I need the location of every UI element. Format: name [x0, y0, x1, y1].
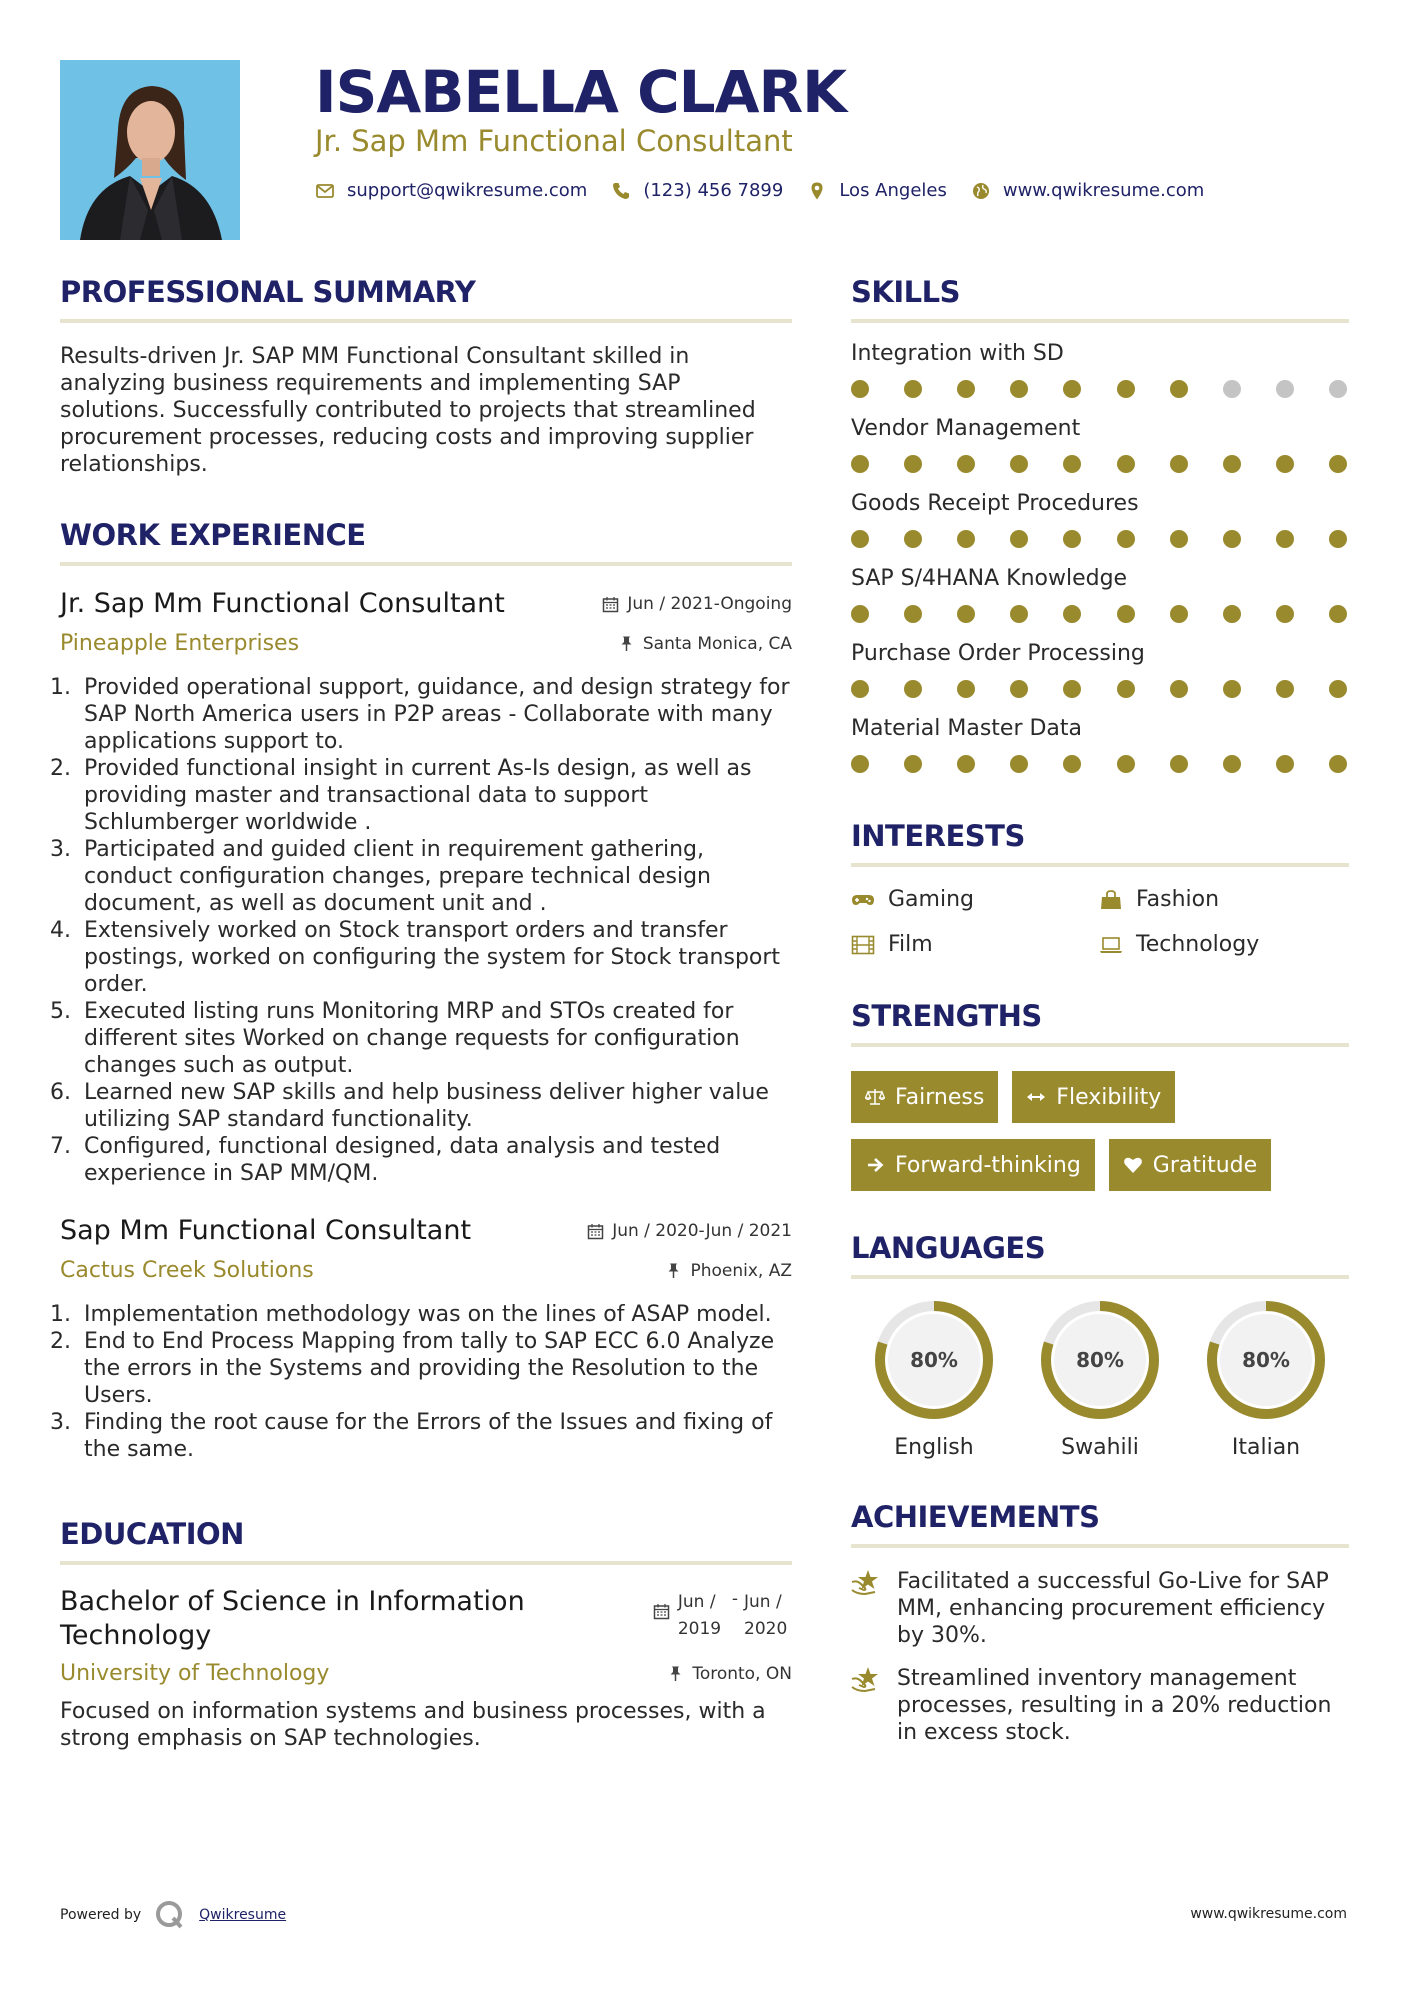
interest-label: Fashion	[1136, 887, 1220, 912]
skill-rating	[851, 455, 1349, 473]
rating-dot-filled	[1170, 380, 1188, 398]
strength-tag	[851, 1139, 1095, 1191]
rating-dot-filled	[1010, 380, 1028, 398]
email-text: support@qwikresume.com	[347, 180, 588, 201]
strength-label: Gratitude	[1152, 1152, 1258, 1178]
languages-list	[851, 1299, 1349, 1460]
pushpin-icon	[618, 635, 635, 652]
rating-dot-filled	[1276, 455, 1294, 473]
list-item: 3. Finding the root cause for the Errors of the Issues and fixing of the same.	[78, 1409, 792, 1463]
achievements-section	[851, 1500, 1349, 1746]
strengths-heading: STRENGTHS	[851, 999, 1349, 1047]
rating-dot-filled	[1276, 680, 1294, 698]
skill-rating	[851, 380, 1349, 398]
skills-heading: SKILLS	[851, 275, 1349, 323]
summary-section	[60, 275, 792, 478]
website-text: www.qwikresume.com	[1002, 180, 1205, 201]
skill-rating	[851, 680, 1349, 698]
achievement-text: Streamlined inventory management processes, resulting in a 20% reduction in excess stock.	[897, 1666, 1332, 1745]
contact-phone[interactable]	[611, 180, 783, 201]
qwikresume-logo-icon	[155, 1900, 185, 1930]
contact-website[interactable]	[971, 180, 1204, 201]
job-bullets	[60, 1301, 792, 1463]
bag-icon	[1099, 890, 1123, 910]
rating-dot-filled	[957, 455, 975, 473]
rating-dot-filled	[1170, 605, 1188, 623]
job-title: Jr. Sap Mm Functional Consultant	[60, 588, 505, 619]
laptop-icon	[1099, 935, 1123, 955]
job-location	[618, 634, 792, 654]
language-percent: 80%	[1242, 1348, 1290, 1372]
skill-item	[851, 716, 1349, 773]
rating-dot-filled	[957, 530, 975, 548]
envelope-icon	[315, 181, 335, 201]
language-ring	[1039, 1299, 1161, 1421]
strength-label: Flexibility	[1056, 1084, 1162, 1110]
rating-dot-filled	[1223, 755, 1241, 773]
footer-powered-by	[60, 1900, 286, 1930]
rating-dot-filled	[1117, 755, 1135, 773]
rating-dot-filled	[1117, 680, 1135, 698]
candidate-name: ISABELLA CLARK	[315, 58, 847, 126]
rating-dot-filled	[904, 755, 922, 773]
list-item: 5. Executed listing runs Monitoring MRP and STOs created for different sites Worked on change requests for configuration changes such as output.	[78, 998, 792, 1079]
education-description: Focused on information systems and business processes, with a strong emphasis on SAP technologies.	[60, 1699, 766, 1751]
right-column	[851, 275, 1349, 1746]
rating-dot-filled	[1117, 605, 1135, 623]
job-entry	[60, 1215, 792, 1463]
education-location-text: Toronto, ON	[692, 1663, 792, 1684]
contact-email[interactable]	[315, 180, 587, 201]
globe-icon	[971, 181, 991, 201]
skill-rating	[851, 755, 1349, 773]
list-item: 6. Learned new SAP skills and help business deliver higher value utilizing SAP standard functionality.	[78, 1079, 792, 1133]
strength-label: Forward-thinking	[895, 1152, 1081, 1178]
gamepad-icon	[851, 890, 875, 910]
rating-dot-filled	[1276, 605, 1294, 623]
arrow-right-icon	[865, 1155, 885, 1175]
rating-dot-filled	[851, 455, 869, 473]
rating-dot-filled	[1329, 530, 1347, 548]
location-text: Los Angeles	[839, 180, 947, 201]
rating-dot-filled	[1063, 605, 1081, 623]
strength-label: Fairness	[895, 1084, 985, 1110]
language-percent: 80%	[910, 1348, 958, 1372]
list-item: 7. Configured, functional designed, data analysis and tested experience in SAP MM/QM.	[78, 1133, 792, 1187]
rating-dot-filled	[851, 680, 869, 698]
list-item: 4. Extensively worked on Stock transport orders and transfer postings, worked on configuring the system for Stock transport order.	[78, 917, 792, 998]
calendar-icon	[587, 1223, 604, 1240]
list-item: 1. Provided operational support, guidance, and design strategy for SAP North America users in P2P areas - Collaborate with many applications support to.	[78, 674, 792, 755]
experience-heading: WORK EXPERIENCE	[60, 518, 792, 566]
rating-dot-filled	[1063, 530, 1081, 548]
language-item	[1183, 1299, 1349, 1460]
skill-name: Goods Receipt Procedures	[851, 491, 1139, 516]
rating-dot-filled	[904, 680, 922, 698]
rating-dot-filled	[1276, 530, 1294, 548]
star-hand-icon	[851, 1568, 883, 1596]
interests-heading: INTERESTS	[851, 819, 1349, 867]
rating-dot-filled	[1170, 455, 1188, 473]
arrows-h-icon	[1026, 1087, 1046, 1107]
skill-name: SAP S/4HANA Knowledge	[851, 566, 1128, 591]
rating-dot-filled	[1223, 605, 1241, 623]
language-item	[1017, 1299, 1183, 1460]
education-section	[60, 1517, 792, 1752]
rating-dot-filled	[957, 755, 975, 773]
rating-dot-filled	[1010, 755, 1028, 773]
skills-section	[851, 275, 1349, 773]
skill-item	[851, 416, 1349, 473]
interest-item	[1099, 887, 1347, 912]
experience-section	[60, 518, 792, 1463]
qwikresume-link[interactable]: Qwikresume	[199, 1907, 287, 1923]
job-location-text: Phoenix, AZ	[690, 1260, 792, 1281]
rating-dot-filled	[1063, 755, 1081, 773]
rating-dot-filled	[1329, 680, 1347, 698]
profile-photo	[60, 60, 240, 240]
job-date-text: Jun / 2021-Ongoing	[627, 594, 792, 614]
education-location	[667, 1664, 792, 1684]
interest-item	[1099, 932, 1347, 957]
rating-dot-filled	[1010, 605, 1028, 623]
skill-name: Integration with SD	[851, 341, 1064, 366]
phone-text: (123) 456 7899	[643, 180, 784, 201]
rating-dot-filled	[1117, 455, 1135, 473]
strength-tag	[1012, 1071, 1175, 1123]
rating-dot-filled	[904, 605, 922, 623]
rating-dot-filled	[1223, 680, 1241, 698]
rating-dot-filled	[1170, 680, 1188, 698]
education-date: Jun / 2019 - Jun / 2020	[653, 1589, 792, 1643]
rating-dot-filled	[957, 605, 975, 623]
contact-bar	[315, 180, 1228, 201]
achievement-text: Facilitated a successful Go-Live for SAP MM, enhancing procurement efficiency by 30%.	[897, 1569, 1329, 1648]
skill-item	[851, 491, 1349, 548]
skill-rating	[851, 530, 1349, 548]
heart-icon	[1123, 1155, 1143, 1175]
skill-rating	[851, 605, 1349, 623]
education-date-end: Jun / 2020	[744, 1592, 788, 1639]
interest-label: Film	[888, 932, 933, 957]
language-ring	[1205, 1299, 1327, 1421]
rating-dot-filled	[1170, 530, 1188, 548]
phone-icon	[611, 181, 631, 201]
rating-dot-filled	[1063, 455, 1081, 473]
rating-dot-empty	[1276, 380, 1294, 398]
rating-dot-filled	[957, 680, 975, 698]
interest-label: Gaming	[888, 887, 974, 912]
interest-item	[851, 932, 1099, 957]
job-date	[587, 1221, 792, 1241]
star-hand-icon	[851, 1665, 883, 1693]
rating-dot-filled	[904, 530, 922, 548]
rating-dot-filled	[1276, 755, 1294, 773]
job-bullets	[60, 674, 792, 1187]
skills-list	[851, 341, 1349, 773]
rating-dot-empty	[1329, 380, 1347, 398]
strength-tag	[851, 1071, 998, 1123]
job-date-text: Jun / 2020-Jun / 2021	[612, 1221, 792, 1241]
school-name: University of Technology	[60, 1661, 330, 1686]
job-date	[602, 594, 792, 614]
rating-dot-filled	[851, 380, 869, 398]
language-ring	[873, 1299, 995, 1421]
degree-title: Bachelor of Science in Information Technology	[60, 1586, 525, 1651]
rating-dot-filled	[1010, 455, 1028, 473]
rating-dot-filled	[1063, 680, 1081, 698]
achievement-item	[851, 1568, 1349, 1649]
language-name: English	[894, 1435, 974, 1460]
skill-item	[851, 341, 1349, 398]
footer-website[interactable]: www.qwikresume.com	[1190, 1906, 1347, 1922]
rating-dot-filled	[1170, 755, 1188, 773]
rating-dot-filled	[1117, 380, 1135, 398]
rating-dot-filled	[1117, 530, 1135, 548]
interests-section	[851, 819, 1349, 957]
rating-dot-filled	[851, 755, 869, 773]
interest-label: Technology	[1136, 932, 1260, 957]
list-item: 1. Implementation methodology was on the lines of ASAP model.	[78, 1301, 792, 1328]
list-item: 2. End to End Process Mapping from tally to SAP ECC 6.0 Analyze the errors in the Systems and providing the Resolution to the Users.	[78, 1328, 792, 1409]
map-pin-icon	[807, 181, 827, 201]
rating-dot-filled	[1329, 605, 1347, 623]
language-name: Swahili	[1061, 1435, 1139, 1460]
rating-dot-filled	[1329, 755, 1347, 773]
education-heading: EDUCATION	[60, 1517, 792, 1565]
list-item: 3. Participated and guided client in requirement gathering, conduct configuration changes, prepare technical design document, as well as document unit and .	[78, 836, 792, 917]
skill-item	[851, 641, 1349, 698]
calendar-icon	[602, 596, 619, 613]
rating-dot-filled	[1010, 680, 1028, 698]
rating-dot-filled	[904, 380, 922, 398]
language-percent: 80%	[1076, 1348, 1124, 1372]
powered-by-text: Powered by	[60, 1907, 142, 1923]
languages-heading: LANGUAGES	[851, 1231, 1349, 1279]
summary-text: Results-driven Jr. SAP MM Functional Consultant skilled in analyzing business requirements and implementing SAP solutions. Successfully contributed to projects that streamlined procurement processes, reducing costs and improving supplier relationships.	[60, 344, 756, 477]
languages-section	[851, 1231, 1349, 1460]
rating-dot-filled	[957, 380, 975, 398]
scale-icon	[865, 1087, 885, 1107]
calendar-icon	[653, 1603, 670, 1620]
rating-dot-filled	[1223, 530, 1241, 548]
pushpin-icon	[667, 1665, 684, 1682]
film-icon	[851, 935, 875, 955]
strength-tag	[1109, 1139, 1271, 1191]
rating-dot-filled	[1223, 455, 1241, 473]
left-column	[60, 275, 792, 1752]
contact-location	[807, 180, 947, 201]
strengths-section	[851, 999, 1349, 1191]
interest-item	[851, 887, 1099, 912]
education-date-start: Jun / 2019	[677, 1592, 722, 1639]
achievement-item	[851, 1665, 1349, 1746]
company-name: Pineapple Enterprises	[60, 631, 300, 656]
job-title: Sap Mm Functional Consultant	[60, 1215, 472, 1246]
achievements-heading: ACHIEVEMENTS	[851, 1500, 1349, 1548]
rating-dot-filled	[1063, 380, 1081, 398]
language-name: Italian	[1231, 1435, 1301, 1460]
rating-dot-filled	[904, 455, 922, 473]
job-entry	[60, 588, 792, 1187]
skill-name: Purchase Order Processing	[851, 641, 1145, 666]
rating-dot-filled	[1329, 455, 1347, 473]
rating-dot-empty	[1223, 380, 1241, 398]
rating-dot-filled	[851, 605, 869, 623]
skill-name: Vendor Management	[851, 416, 1081, 441]
rating-dot-filled	[851, 530, 869, 548]
candidate-title: Jr. Sap Mm Functional Consultant	[315, 124, 793, 158]
skill-name: Material Master Data	[851, 716, 1083, 741]
company-name: Cactus Creek Solutions	[60, 1258, 314, 1283]
job-location-text: Santa Monica, CA	[642, 633, 792, 654]
language-item	[851, 1299, 1017, 1460]
skill-item	[851, 566, 1349, 623]
pushpin-icon	[665, 1262, 682, 1279]
list-item: 2. Provided functional insight in current As-Is design, as well as providing master and transactional data to support Schlumberger worldwide .	[78, 755, 792, 836]
job-location	[665, 1261, 792, 1281]
rating-dot-filled	[1010, 530, 1028, 548]
summary-heading: PROFESSIONAL SUMMARY	[60, 275, 792, 323]
